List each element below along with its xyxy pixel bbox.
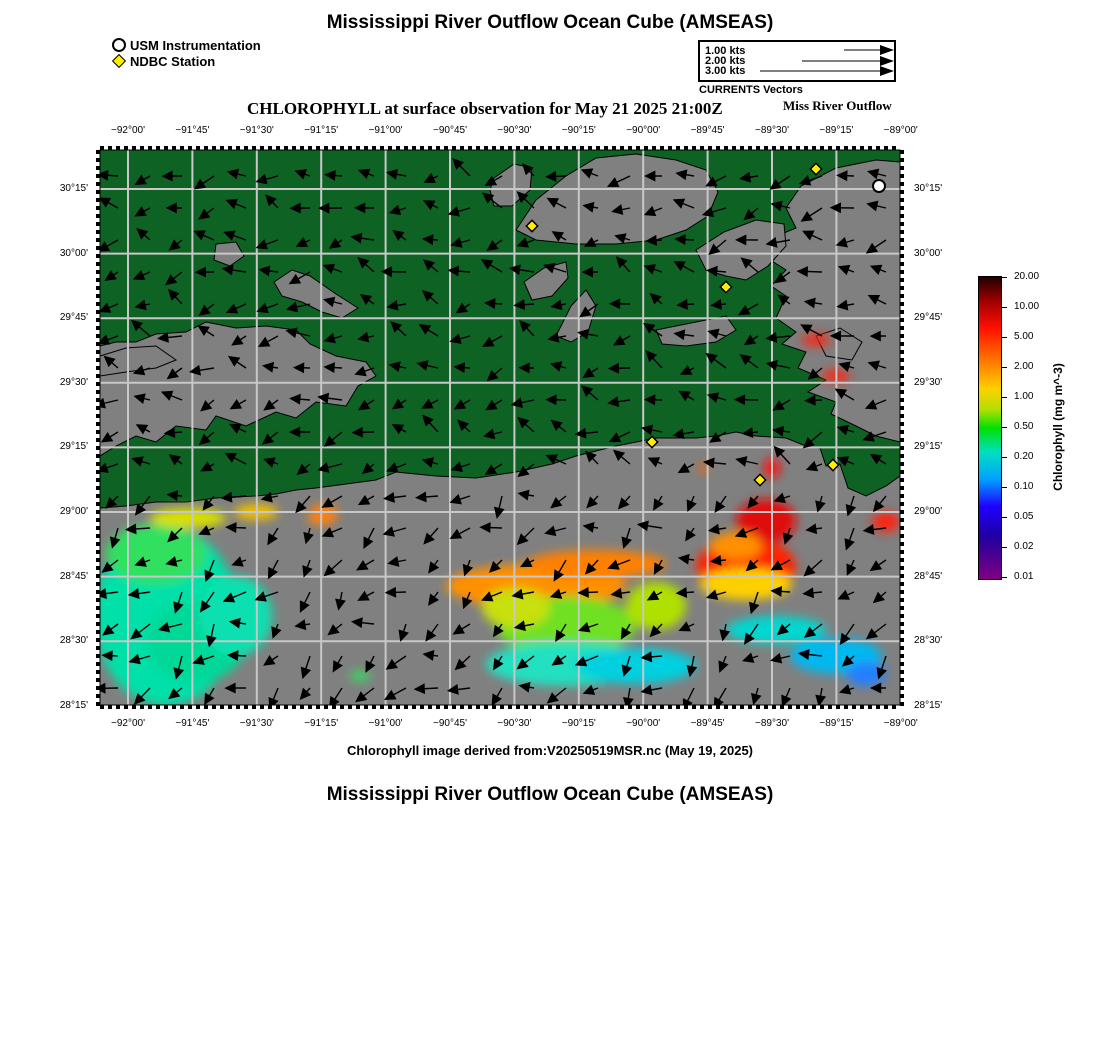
axis-tick-label: −90°45'	[433, 125, 467, 136]
axis-tick-label: 29°30'	[59, 376, 88, 388]
chlorophyll-map	[96, 146, 906, 710]
axis-tick-label: −91°00'	[368, 125, 403, 136]
axis-tick-label: −90°30'	[497, 718, 532, 729]
colorbar-tick-label: 0.02	[1014, 541, 1034, 552]
axis-tick-label: −89°30'	[755, 125, 789, 136]
legend-ndbc-label: NDBC Station	[130, 53, 216, 69]
axis-tick-label: −89°30'	[755, 718, 789, 729]
axis-tick-label: 29°45'	[914, 312, 943, 324]
axis-tick-label: 29°00'	[59, 506, 88, 517]
vector-row-1: 1.00 kts	[705, 45, 746, 57]
axis-tick-label: 30°00'	[59, 247, 88, 259]
colorbar-tick	[1001, 367, 1007, 368]
usm-circle-icon	[112, 38, 126, 52]
colorbar-tick	[1001, 397, 1007, 398]
axis-tick-label: 29°15'	[59, 441, 88, 453]
colorbar-tick-label: 5.00	[1014, 331, 1034, 342]
axis-tick-label: −90°00'	[626, 125, 661, 136]
colorbar-tick	[1001, 337, 1007, 338]
vector-row-2: 2.00 kts	[705, 55, 746, 67]
axis-tick-label: 29°15'	[914, 441, 943, 453]
axis-tick-label: −91°45'	[175, 718, 210, 729]
axis-tick-label: −90°15'	[561, 718, 596, 729]
ndbc-diamond-icon	[112, 54, 126, 68]
axis-tick-label: −91°15'	[304, 718, 339, 729]
axis-tick-label: 28°30'	[914, 635, 943, 647]
map-subtitle: Miss River Outflow	[783, 98, 892, 113]
colorbar-tick	[1001, 547, 1007, 548]
axis-tick-label: −89°45'	[690, 125, 725, 136]
symbol-legend	[112, 37, 261, 69]
axis-tick-label: −89°15'	[819, 125, 854, 136]
colorbar-title: Chlorophyll (mg m^-3)	[1051, 363, 1065, 491]
axis-tick-label: 30°00'	[914, 247, 943, 259]
axis-tick-label: −90°15'	[561, 125, 596, 136]
axis-tick-label: −91°00'	[368, 718, 403, 729]
colorbar-tick-label: 2.00	[1014, 361, 1034, 372]
colorbar	[978, 276, 1002, 580]
axis-tick-label: 28°15'	[59, 699, 88, 711]
axis-tick-label: 29°00'	[914, 506, 943, 517]
colorbar-tick	[1001, 577, 1007, 578]
colorbar-tick-label: 0.10	[1014, 481, 1034, 492]
legend-usm	[112, 37, 261, 53]
axis-tick-label: 30°15'	[914, 183, 943, 194]
colorbar-tick	[1001, 277, 1007, 278]
map-title: CHLOROPHYLL at surface observation for May 21 2025 21:00Z	[247, 99, 723, 118]
colorbar-tick-label: 1.00	[1014, 391, 1034, 402]
axis-tick-label: 28°30'	[59, 635, 88, 647]
usm-instrument-marker	[873, 180, 885, 192]
vector-arrows-icon	[700, 42, 894, 80]
axis-tick-label: −89°00'	[883, 125, 918, 136]
axis-tick-label: 29°30'	[914, 376, 943, 388]
axis-tick-label: 29°45'	[59, 312, 88, 324]
image-source-note: Chlorophyll image derived from:V20250519MSR.nc (May 19, 2025)	[346, 743, 754, 758]
axis-tick-label: −89°45'	[690, 718, 725, 729]
axis-tick-label: −91°15'	[304, 125, 339, 136]
axis-tick-label: −90°30'	[497, 125, 532, 136]
colorbar-tick-label: 20.00	[1014, 271, 1040, 282]
page-title: Mississippi River Outflow Ocean Cube (AMSEAS)	[326, 12, 774, 33]
axis-tick-label: −89°00'	[883, 718, 918, 729]
axis-tick-label: 28°45'	[914, 570, 943, 582]
axis-tick-label: −89°15'	[819, 718, 854, 729]
legend-ndbc	[112, 53, 261, 69]
axis-tick-label: 28°15'	[914, 699, 943, 711]
colorbar-tick-label: 0.20	[1014, 451, 1034, 462]
axis-tick-label: −92°00'	[111, 125, 145, 136]
axis-tick-label: −92°00'	[111, 718, 145, 729]
axis-tick-label: 28°45'	[59, 570, 88, 582]
axis-tick-label: −91°30'	[239, 125, 274, 136]
colorbar-tick-label: 0.05	[1014, 511, 1034, 522]
colorbar-tick	[1001, 517, 1007, 518]
colorbar-tick	[1001, 487, 1007, 488]
axis-tick-label: −91°30'	[239, 718, 274, 729]
vector-legend	[698, 40, 896, 82]
colorbar-tick	[1001, 427, 1007, 428]
colorbar-tick	[1001, 457, 1007, 458]
colorbar-tick-label: 0.01	[1014, 571, 1034, 582]
colorbar-tick	[1001, 307, 1007, 308]
axis-tick-label: 30°15'	[59, 183, 88, 194]
vector-row-3: 3.00 kts	[705, 65, 746, 77]
vector-legend-label: CURRENTS Vectors	[699, 84, 803, 96]
axis-tick-label: −90°00'	[626, 718, 661, 729]
page-title-repeat: Mississippi River Outflow Ocean Cube (AMSEAS)	[326, 784, 774, 805]
axis-tick-label: −90°45'	[433, 718, 467, 729]
colorbar-tick-label: 10.00	[1014, 301, 1040, 312]
legend-usm-label: USM Instrumentation	[130, 37, 261, 53]
colorbar-tick-label: 0.50	[1014, 421, 1034, 432]
axis-tick-label: −91°45'	[175, 125, 210, 136]
